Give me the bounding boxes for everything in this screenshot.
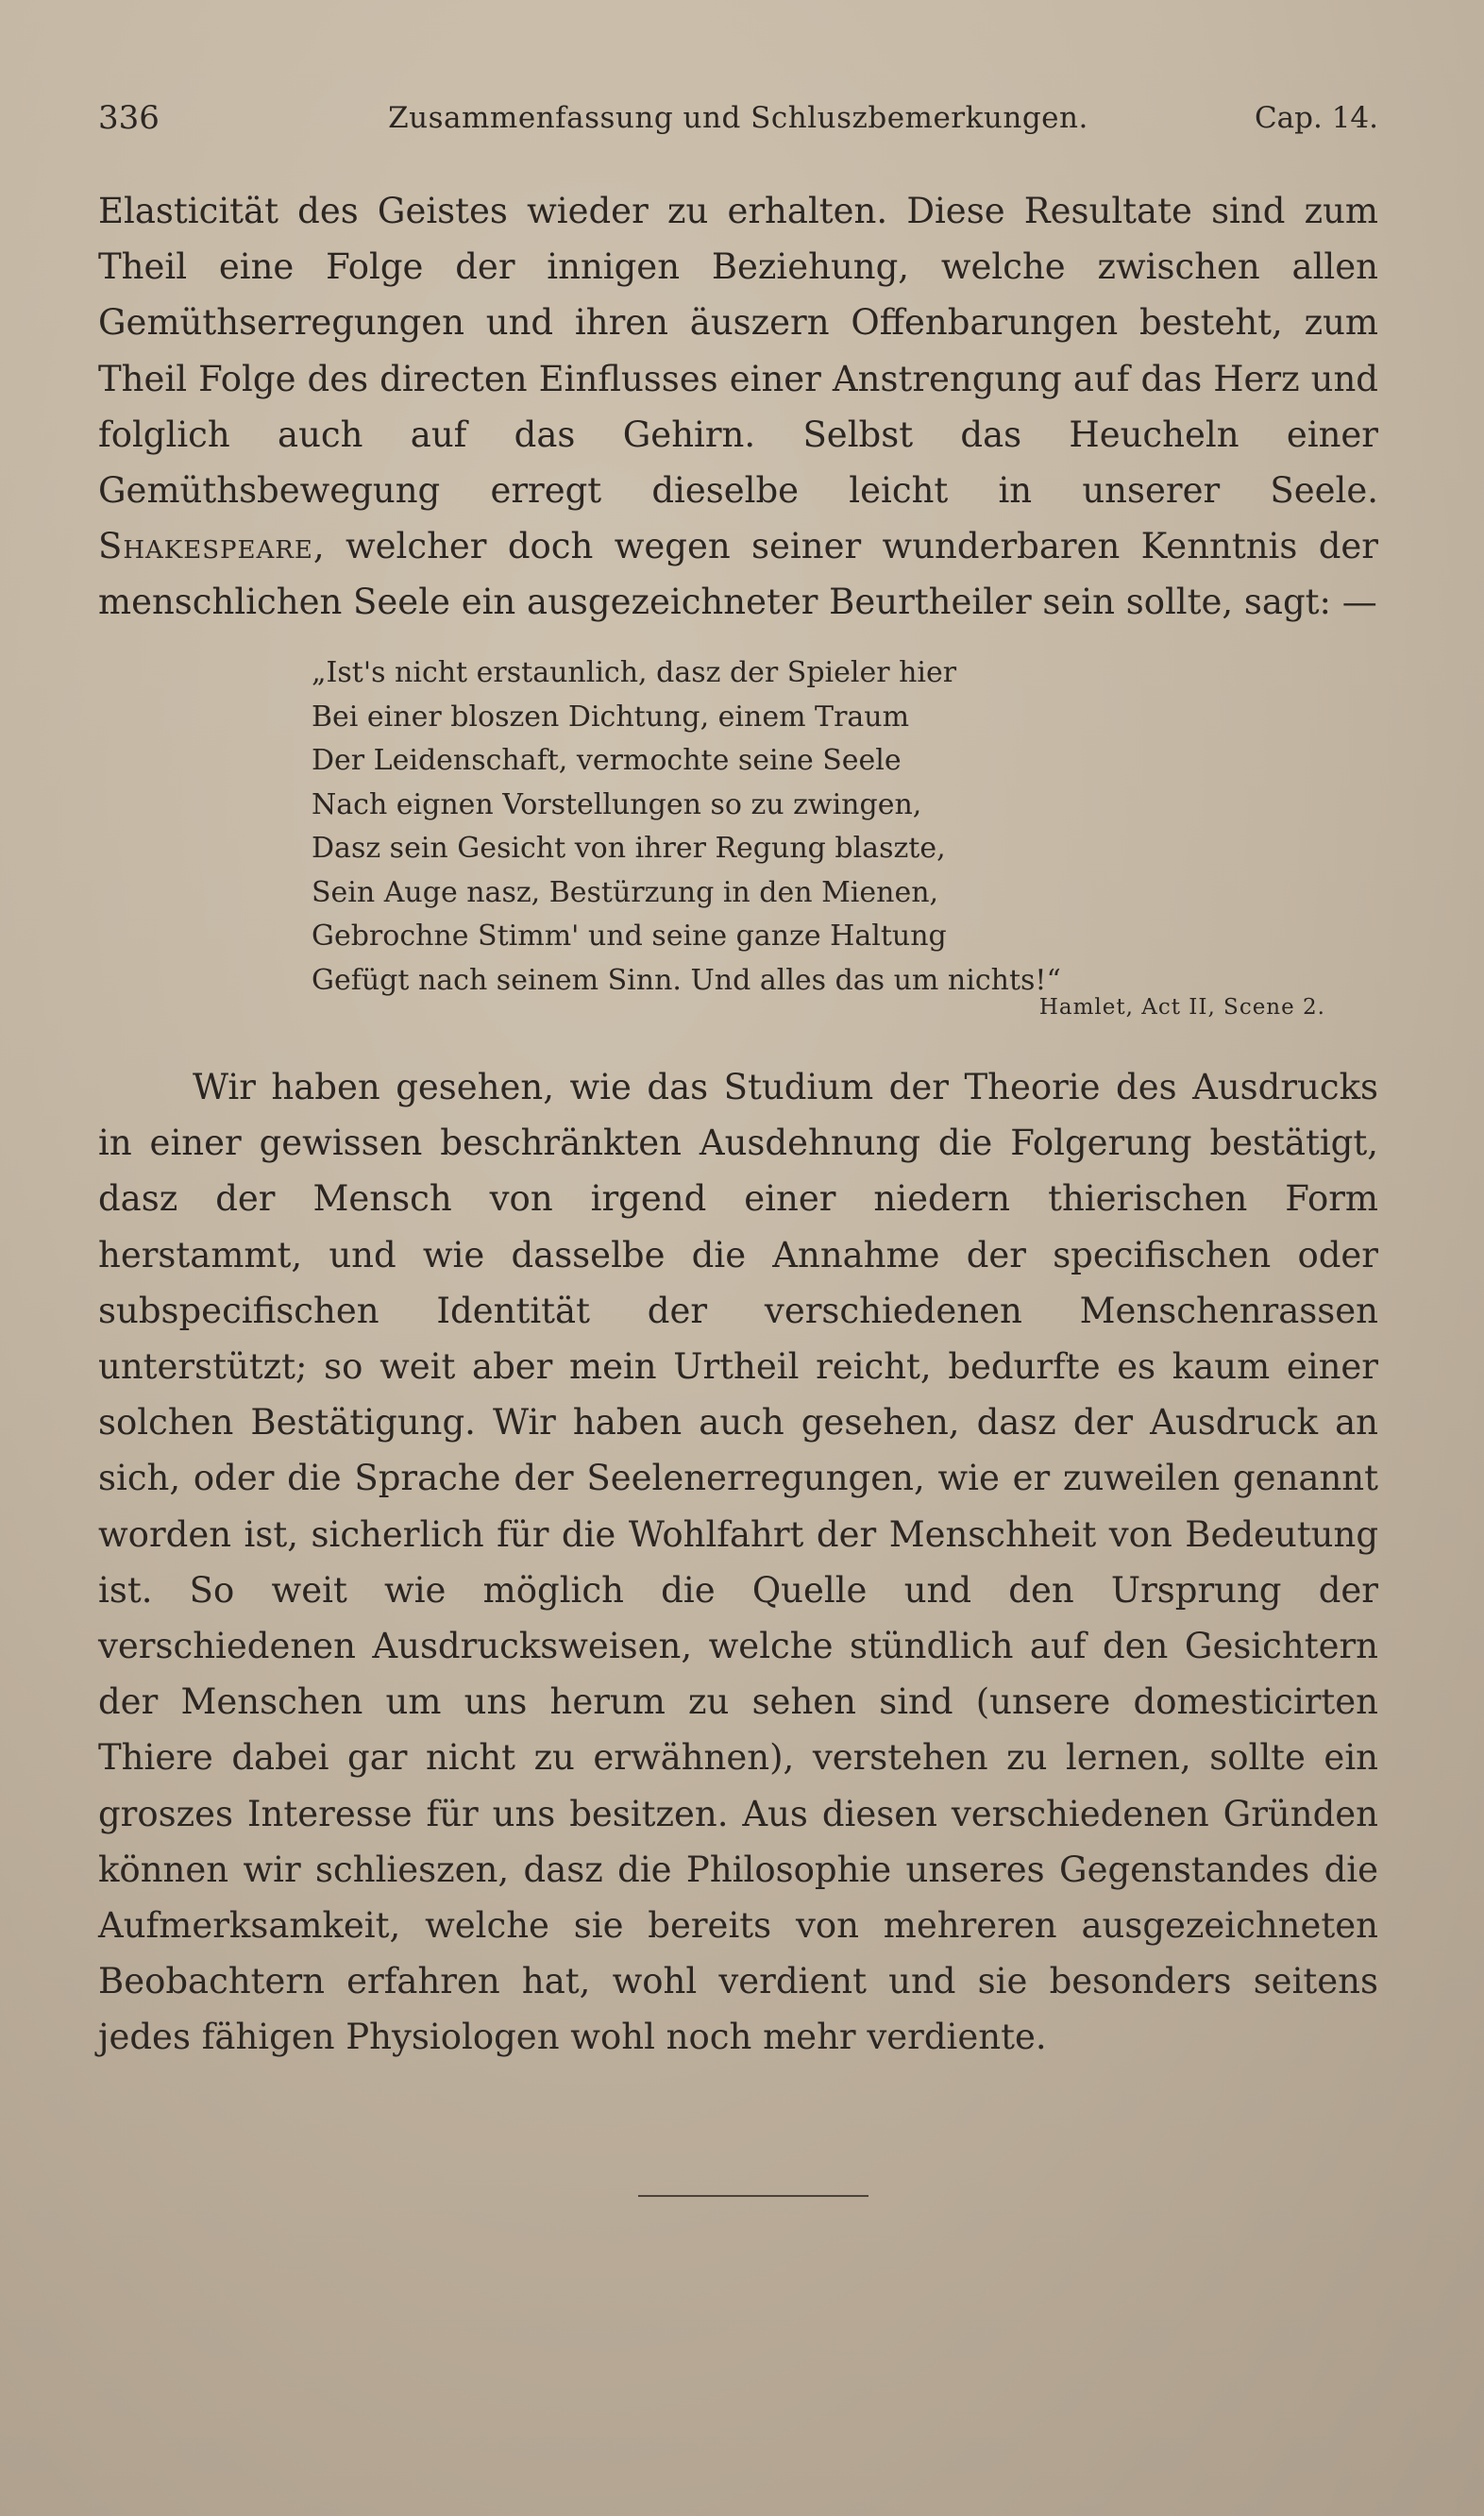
quote-line: Der Leidenschaft, vermochte seine Seele [312, 744, 902, 777]
quote-attribution: Hamlet, Act II, Scene 2. [1038, 995, 1325, 1020]
chapter-label: Cap. 14. [1254, 101, 1378, 135]
quote-line: Nach eignen Vorstellungen so zu zwingen, [312, 787, 922, 821]
quote-line: Sein Auge nasz, Bestürzung in den Mienen, [312, 875, 939, 909]
quote-line: Dasz sein Gesicht von ihrer Regung blaszte, [312, 832, 946, 865]
quote-line: Bei einer bloszen Dichtung, einem Traum [312, 700, 910, 734]
paragraph-1-text-cont: , welcher doch wegen seiner wunderbaren Kenntnis der menschlichen Seele ein ausgezeichneter Beurtheiler sein sollte, sagt: — [98, 526, 1378, 623]
paragraph-1-text: Elasticität des Geistes wieder zu erhalten. Diese Resultate sind zum Theil eine Folge der innigen Beziehung, welche zwischen allen Gemüthserregungen und ihren äuszern Offenbarungen besteht, zum Theil Folge des directen Einflusses einer Anstrengung auf das Herz und folglich auch auf das Gehirn. Selbst das Heucheln einer Gemüthsbewegung erregt dieselbe leicht in unserer Seele. [98, 191, 1378, 512]
end-rule [638, 2195, 868, 2197]
running-title: Zusammenfassung und Schluszbemerkungen. [388, 101, 1088, 135]
paragraph-1 [98, 183, 1378, 631]
quote-line: „Ist's nicht erstaunlich, dasz der Spieler hier [312, 656, 957, 689]
quote-line: Gebrochne Stimm' und seine ganze Haltung [312, 920, 947, 953]
quote-line: Gefügt nach seinem Sinn. Und alles das um nichts!“ [312, 963, 1061, 997]
paragraph-2: Wir haben gesehen, wie das Studium der Theorie des Ausdrucks in einer gewissen beschränkten Ausdehnung die Folgerung bestätigt, dasz der Mensch von irgend einer niedern thierischen Form herstammt, und wie dasselbe die Annahme der specifischen oder subspecifischen Identität der verschiedenen Menschenrassen unterstützt; so weit aber mein Urtheil reicht, bedurfte es kaum einer solchen Bestätigung. Wir haben auch gesehen, dasz der Ausdruck an sich, oder die Sprache der Seelenerregungen, wie er zuweilen genannt worden ist, sicherlich für die Wohlfahrt der Menschheit von Bedeutung ist. So weit wie möglich die Quelle und den Ursprung der verschiedenen Ausdrucksweisen, welche stündlich auf den Gesichtern der Menschen um uns herum zu sehen sind (unsere domesticirten Thiere dabei gar nicht zu erwähnen), verstehen zu lernen, sollte ein groszes Interesse für uns besitzen. Aus diesen verschiedenen Gründen können wir schlieszen, dasz die Philosophie unseres Gegenstandes die Aufmerksamkeit, welche sie bereits von mehreren ausgezeichneten Beobachtern erfahren hat, wohl verdient und sie besonders seitens jedes fähigen Physiologen wohl noch mehr verdiente. [98, 1067, 1378, 2058]
running-header [98, 94, 1378, 142]
author-name: Shakespeare [98, 526, 313, 567]
hamlet-quote [312, 651, 1350, 1003]
page-number: 336 [98, 99, 160, 137]
